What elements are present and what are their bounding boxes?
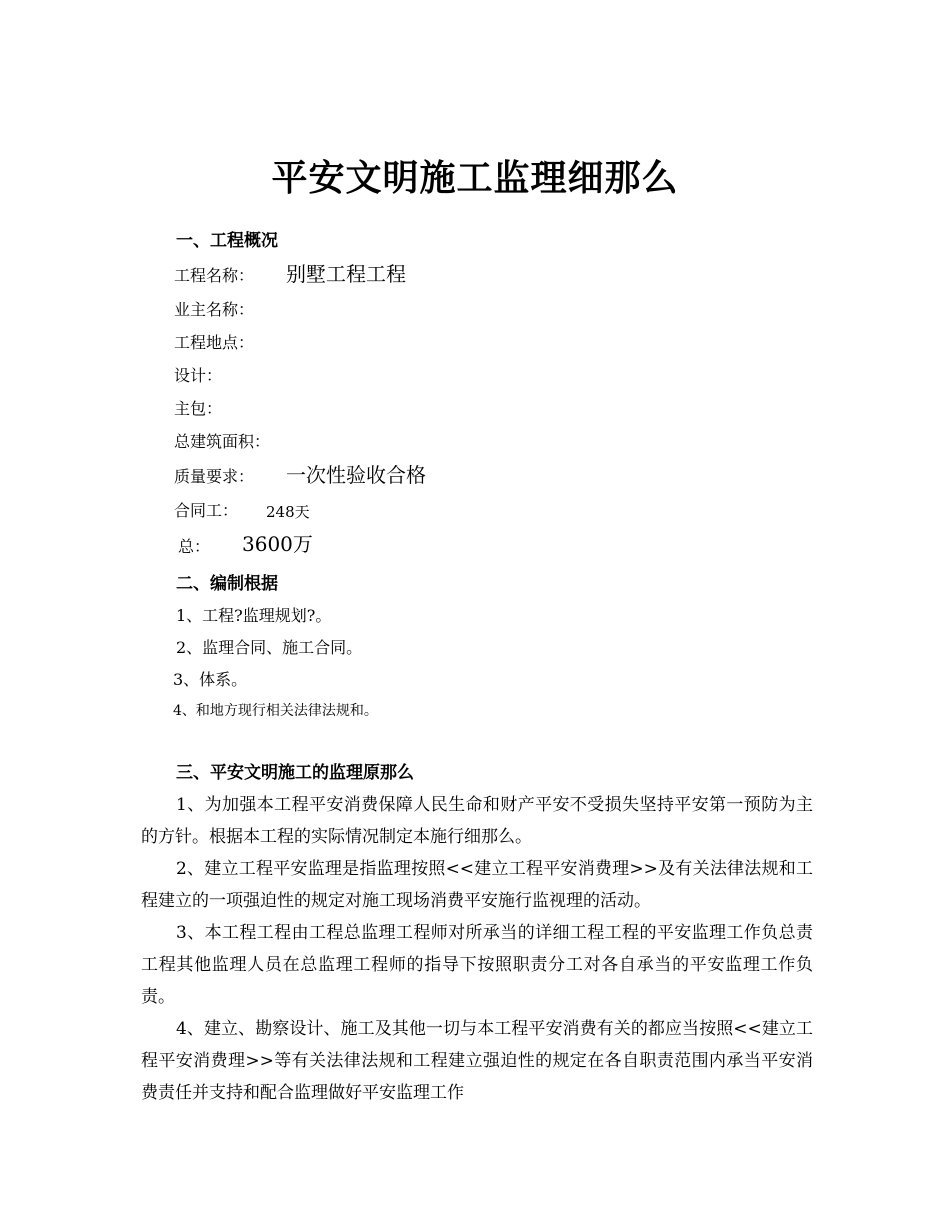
info-row-total-floor-area	[174, 430, 270, 454]
info-label: 总：	[178, 537, 211, 556]
info-label: 设计：	[174, 366, 223, 385]
info-value: 248天	[266, 503, 310, 521]
info-label: 总建筑面积：	[174, 432, 271, 451]
info-row-quality-requirement	[174, 463, 426, 489]
info-row-main-contractor	[174, 397, 222, 421]
info-row-design	[174, 364, 222, 388]
info-row-total	[178, 532, 313, 559]
info-label: 合同工：	[174, 501, 239, 520]
info-row-project-name	[174, 262, 406, 288]
info-row-project-location	[174, 331, 254, 355]
document-title: 平安文明施工监理细那么	[271, 157, 679, 199]
info-label: 业主名称：	[174, 300, 255, 319]
info-value: 别墅工程工程	[286, 262, 406, 286]
info-value: 3600万	[242, 532, 313, 556]
info-label: 质量要求：	[174, 467, 255, 486]
info-row-contract-period	[174, 499, 310, 523]
info-value: 一次性验收合格	[286, 463, 426, 487]
principle-paragraph-1: 1、为加强本工程平安消费保障人民生命和财产平安不受损失坚持平安第一预防为主的方针。根据本工程的实际情况制定本施行细那么。	[141, 795, 813, 847]
principle-paragraph-3: 3、本工程工程由工程总监理工程师对所承当的详细工程工程的平安监理工作负总责工程其他监理人员在总监理工程师的指导下按照职责分工对各自承当的平安监理工作负责。	[141, 923, 813, 1007]
basis-item: 1、工程?监理规划?。	[176, 606, 332, 625]
info-row-owner-name	[174, 298, 254, 322]
basis-item: 4、和地方现行相关法律法规和。	[173, 703, 378, 719]
principle-paragraph-2: 2、建立工程平安监理是指监理按照<<建立工程平安消费理>>及有关法律法规和工程建立的一项强迫性的规定对施工现场消费平安施行监视理的活动。	[141, 859, 813, 911]
section-2-heading: 二、编制根据	[176, 574, 278, 594]
section-1-heading: 一、工程概况	[176, 231, 278, 251]
info-label: 工程名称：	[174, 266, 255, 285]
basis-item: 2、监理合同、施工合同。	[176, 638, 363, 657]
info-label: 主包：	[174, 399, 223, 418]
basis-item: 3、体系。	[173, 670, 248, 689]
section-3-heading: 三、平安文明施工的监理原那么	[176, 763, 414, 783]
info-label: 工程地点：	[174, 333, 255, 352]
principle-paragraph-4: 4、建立、勘察设计、施工及其他一切与本工程平安消费有关的都应当按照<<建立工程平安消费理>>等有关法律法规和工程建立强迫性的规定在各自职责范围内承当平安消费责任并支持和配合监理做好平安监理工作	[141, 1019, 813, 1103]
